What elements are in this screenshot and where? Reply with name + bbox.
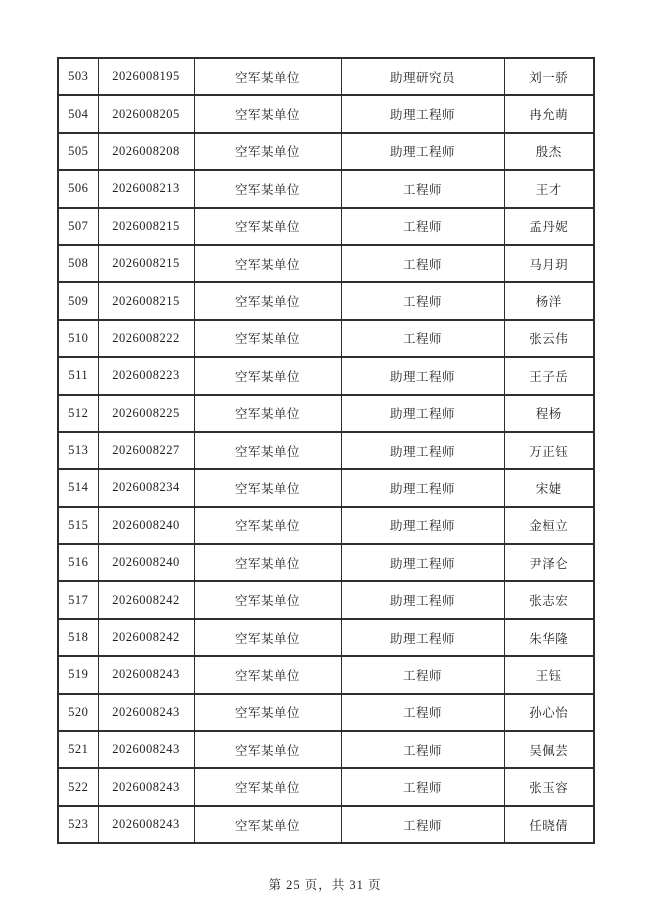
unit-cell: 空军某单位 <box>194 806 341 843</box>
table-row <box>58 58 594 95</box>
table-row <box>58 95 594 132</box>
row-number-cell: 523 <box>58 806 98 843</box>
table-row <box>58 170 594 207</box>
candidate-id-cell: 2026008243 <box>98 731 194 768</box>
job-title-cell: 工程师 <box>341 320 504 357</box>
row-number-cell: 513 <box>58 432 98 469</box>
name-cell: 王子岳 <box>504 357 594 394</box>
table-row <box>58 395 594 432</box>
name-cell: 宋婕 <box>504 469 594 506</box>
table-row <box>58 357 594 394</box>
job-title-cell: 工程师 <box>341 170 504 207</box>
unit-cell: 空军某单位 <box>194 245 341 282</box>
table-row <box>58 245 594 282</box>
candidate-id-cell: 2026008215 <box>98 282 194 319</box>
row-number-cell: 508 <box>58 245 98 282</box>
candidate-id-cell: 2026008205 <box>98 95 194 132</box>
candidate-id-cell: 2026008242 <box>98 581 194 618</box>
row-number-cell: 518 <box>58 619 98 656</box>
name-cell: 杨洋 <box>504 282 594 319</box>
job-title-cell: 工程师 <box>341 806 504 843</box>
row-number-cell: 517 <box>58 581 98 618</box>
table-row <box>58 469 594 506</box>
row-number-cell: 505 <box>58 133 98 170</box>
name-cell: 王才 <box>504 170 594 207</box>
row-number-cell: 511 <box>58 357 98 394</box>
row-number-cell: 509 <box>58 282 98 319</box>
personnel-table <box>57 57 595 844</box>
job-title-cell: 工程师 <box>341 768 504 805</box>
name-cell: 吴佩芸 <box>504 731 594 768</box>
candidate-id-cell: 2026008222 <box>98 320 194 357</box>
row-number-cell: 522 <box>58 768 98 805</box>
name-cell: 殷杰 <box>504 133 594 170</box>
job-title-cell: 助理工程师 <box>341 581 504 618</box>
table-row <box>58 208 594 245</box>
candidate-id-cell: 2026008195 <box>98 58 194 95</box>
table-row <box>58 694 594 731</box>
row-number-cell: 504 <box>58 95 98 132</box>
job-title-cell: 助理工程师 <box>341 395 504 432</box>
page-footer: 第 25 页，共 31 页 <box>268 878 382 892</box>
candidate-id-cell: 2026008208 <box>98 133 194 170</box>
unit-cell: 空军某单位 <box>194 320 341 357</box>
table-row <box>58 731 594 768</box>
row-number-cell: 512 <box>58 395 98 432</box>
name-cell: 尹泽仑 <box>504 544 594 581</box>
unit-cell: 空军某单位 <box>194 731 341 768</box>
name-cell: 孙心怡 <box>504 694 594 731</box>
unit-cell: 空军某单位 <box>194 395 341 432</box>
row-number-cell: 506 <box>58 170 98 207</box>
unit-cell: 空军某单位 <box>194 170 341 207</box>
table-row <box>58 133 594 170</box>
name-cell: 王钰 <box>504 656 594 693</box>
candidate-id-cell: 2026008243 <box>98 806 194 843</box>
row-number-cell: 521 <box>58 731 98 768</box>
row-number-cell: 519 <box>58 656 98 693</box>
unit-cell: 空军某单位 <box>194 544 341 581</box>
job-title-cell: 工程师 <box>341 282 504 319</box>
name-cell: 孟丹妮 <box>504 208 594 245</box>
unit-cell: 空军某单位 <box>194 357 341 394</box>
unit-cell: 空军某单位 <box>194 656 341 693</box>
candidate-id-cell: 2026008225 <box>98 395 194 432</box>
unit-cell: 空军某单位 <box>194 507 341 544</box>
candidate-id-cell: 2026008240 <box>98 507 194 544</box>
candidate-id-cell: 2026008223 <box>98 357 194 394</box>
name-cell: 刘一骄 <box>504 58 594 95</box>
row-number-cell: 516 <box>58 544 98 581</box>
name-cell: 马月玥 <box>504 245 594 282</box>
job-title-cell: 工程师 <box>341 208 504 245</box>
candidate-id-cell: 2026008215 <box>98 245 194 282</box>
job-title-cell: 工程师 <box>341 656 504 693</box>
table-row <box>58 544 594 581</box>
name-cell: 任晓倩 <box>504 806 594 843</box>
unit-cell: 空军某单位 <box>194 133 341 170</box>
job-title-cell: 助理工程师 <box>341 357 504 394</box>
table-row <box>58 806 594 843</box>
row-number-cell: 520 <box>58 694 98 731</box>
unit-cell: 空军某单位 <box>194 282 341 319</box>
job-title-cell: 工程师 <box>341 245 504 282</box>
row-number-cell: 507 <box>58 208 98 245</box>
job-title-cell: 助理工程师 <box>341 133 504 170</box>
name-cell: 金桓立 <box>504 507 594 544</box>
name-cell: 张玉容 <box>504 768 594 805</box>
table-row <box>58 507 594 544</box>
candidate-id-cell: 2026008215 <box>98 208 194 245</box>
name-cell: 张志宏 <box>504 581 594 618</box>
unit-cell: 空军某单位 <box>194 95 341 132</box>
job-title-cell: 助理工程师 <box>341 507 504 544</box>
job-title-cell: 助理研究员 <box>341 58 504 95</box>
candidate-id-cell: 2026008243 <box>98 694 194 731</box>
name-cell: 张云伟 <box>504 320 594 357</box>
candidate-id-cell: 2026008242 <box>98 619 194 656</box>
unit-cell: 空军某单位 <box>194 619 341 656</box>
unit-cell: 空军某单位 <box>194 208 341 245</box>
table-row <box>58 619 594 656</box>
candidate-id-cell: 2026008243 <box>98 768 194 805</box>
table-row <box>58 768 594 805</box>
job-title-cell: 助理工程师 <box>341 469 504 506</box>
row-number-cell: 515 <box>58 507 98 544</box>
table-row <box>58 581 594 618</box>
candidate-id-cell: 2026008240 <box>98 544 194 581</box>
job-title-cell: 助理工程师 <box>341 95 504 132</box>
candidate-id-cell: 2026008243 <box>98 656 194 693</box>
unit-cell: 空军某单位 <box>194 469 341 506</box>
unit-cell: 空军某单位 <box>194 581 341 618</box>
table-row <box>58 320 594 357</box>
unit-cell: 空军某单位 <box>194 694 341 731</box>
personnel-table-body <box>58 58 594 843</box>
unit-cell: 空军某单位 <box>194 58 341 95</box>
row-number-cell: 503 <box>58 58 98 95</box>
table-row <box>58 432 594 469</box>
name-cell: 朱华隆 <box>504 619 594 656</box>
candidate-id-cell: 2026008227 <box>98 432 194 469</box>
job-title-cell: 助理工程师 <box>341 544 504 581</box>
row-number-cell: 514 <box>58 469 98 506</box>
name-cell: 冉允萌 <box>504 95 594 132</box>
unit-cell: 空军某单位 <box>194 768 341 805</box>
name-cell: 万正钰 <box>504 432 594 469</box>
candidate-id-cell: 2026008234 <box>98 469 194 506</box>
job-title-cell: 助理工程师 <box>341 619 504 656</box>
job-title-cell: 工程师 <box>341 694 504 731</box>
table-row <box>58 656 594 693</box>
row-number-cell: 510 <box>58 320 98 357</box>
job-title-cell: 助理工程师 <box>341 432 504 469</box>
unit-cell: 空军某单位 <box>194 432 341 469</box>
job-title-cell: 工程师 <box>341 731 504 768</box>
table-row <box>58 282 594 319</box>
name-cell: 程杨 <box>504 395 594 432</box>
candidate-id-cell: 2026008213 <box>98 170 194 207</box>
